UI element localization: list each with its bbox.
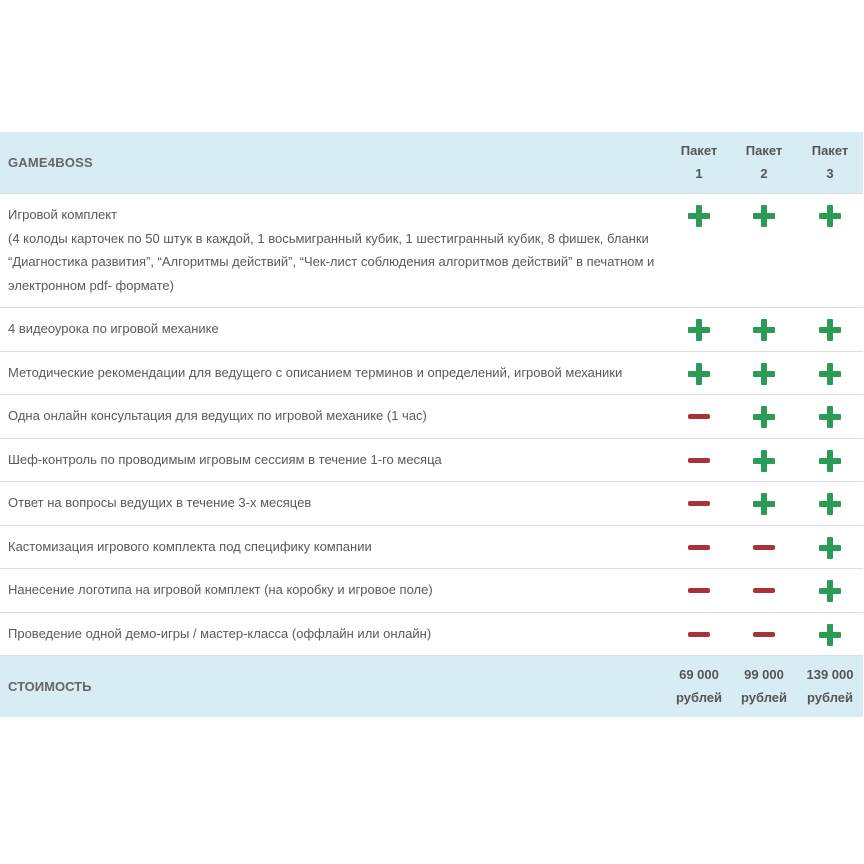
plus-icon: [819, 537, 841, 559]
brand-cell: [0, 132, 667, 194]
table-row: [0, 612, 863, 656]
table-footer: [0, 656, 863, 718]
table-row: [0, 351, 863, 395]
minus-icon: [753, 632, 775, 637]
feature-description: [0, 482, 667, 526]
table-header: [0, 132, 863, 194]
feature-description: [0, 194, 667, 308]
plus-icon: [819, 406, 841, 428]
package-3-cell: [797, 308, 863, 352]
feature-title: Игровой комплект: [8, 207, 118, 222]
package-2-cell: [731, 438, 797, 482]
package-1-cell: [667, 351, 731, 395]
package-header-1: Пакет 1: [667, 132, 731, 194]
feature-description: [0, 525, 667, 569]
package-3-cell: [797, 612, 863, 656]
feature-title: Одна онлайн консультация для ведущих по игровой механике (1 час): [8, 408, 427, 423]
plus-icon: [819, 205, 841, 227]
feature-title: Проведение одной демо-игры / мастер-класса (оффлайн или онлайн): [8, 625, 432, 641]
minus-icon: [753, 545, 775, 550]
table-row: [0, 395, 863, 439]
table-row: [0, 482, 863, 526]
plus-icon: [819, 363, 841, 385]
feature-description: [0, 438, 667, 482]
minus-icon: [688, 458, 710, 463]
table-row: [0, 438, 863, 482]
plus-icon: [688, 363, 710, 385]
package-1-cell: [667, 612, 731, 656]
plus-icon: [753, 319, 775, 341]
package-2-cell: [731, 308, 797, 352]
package-1-cell: [667, 194, 731, 308]
package-3-cell: [797, 569, 863, 613]
minus-icon: [753, 588, 775, 593]
plus-icon: [753, 450, 775, 472]
price-currency: рублей: [806, 690, 853, 705]
feature-description: [0, 351, 667, 395]
plus-icon: [753, 406, 775, 428]
plus-icon: [819, 493, 841, 515]
package-1-cell: [667, 395, 731, 439]
plus-icon: [753, 493, 775, 515]
package-1-cell: [667, 482, 731, 526]
package-3-cell: [797, 525, 863, 569]
package-2-cell: [731, 569, 797, 613]
cost-label: СТОИМОСТЬ: [8, 679, 92, 694]
minus-icon: [688, 545, 710, 550]
plus-icon: [819, 580, 841, 602]
plus-icon: [753, 363, 775, 385]
feature-title: Шеф-контроль по проводимым игровым сессиям в течение 1-го месяца: [8, 451, 442, 467]
table-row: [0, 569, 863, 613]
package-header-3: Пакет 3: [797, 132, 863, 194]
plus-icon: [819, 319, 841, 341]
package-2-cell: [731, 194, 797, 308]
feature-title: Методические рекомендации для ведущего с описанием терминов и определений, игровой механики: [8, 364, 623, 380]
feature-title: Кастомизация игрового комплекта под специфику компании: [8, 538, 372, 554]
package-1-price: [667, 656, 731, 718]
package-2-cell: [731, 612, 797, 656]
plus-icon: [819, 450, 841, 472]
feature-description: [0, 308, 667, 352]
feature-title: 4 видеоурока по игровой механике: [8, 321, 219, 336]
price-amount: 99 000: [744, 667, 784, 682]
minus-icon: [688, 588, 710, 593]
table-row: [0, 308, 863, 352]
minus-icon: [688, 632, 710, 637]
cost-cell: [0, 656, 667, 718]
package-3-cell: [797, 438, 863, 482]
package-2-price: [731, 656, 797, 718]
package-1-cell: [667, 569, 731, 613]
brand-title: GAME4BOSS: [8, 155, 93, 170]
table-row: [0, 194, 863, 308]
feature-title: Нанесение логотипа на игровой комплект (на коробку и игровое поле): [8, 582, 433, 597]
feature-description: [0, 569, 667, 613]
feature-details: (4 колоды карточек по 50 штук в каждой, 1 восьмигранный кубик, 1 шестигранный кубик, 8 фишек, бланки “Диагностика развития”, “Алгоритмы действий”, “Чек-лист соблюдения алгоритмов действий” в печатном и электронном pdf- формате): [8, 230, 655, 293]
package-3-price: [797, 656, 863, 718]
pricing-table: [0, 132, 863, 717]
table-row: [0, 525, 863, 569]
package-3-cell: [797, 194, 863, 308]
price-currency: рублей: [740, 690, 787, 705]
package-2-cell: [731, 525, 797, 569]
package-3-cell: [797, 482, 863, 526]
minus-icon: [688, 501, 710, 506]
package-1-cell: [667, 525, 731, 569]
price-currency: рублей: [675, 690, 722, 705]
package-3-cell: [797, 351, 863, 395]
feature-description: [0, 395, 667, 439]
package-2-cell: [731, 482, 797, 526]
package-2-cell: [731, 395, 797, 439]
plus-icon: [753, 205, 775, 227]
price-amount: 69 000: [679, 667, 719, 682]
plus-icon: [688, 319, 710, 341]
package-1-cell: [667, 438, 731, 482]
plus-icon: [819, 624, 841, 646]
plus-icon: [688, 205, 710, 227]
feature-title: Ответ на вопросы ведущих в течение 3-х месяцев: [8, 495, 312, 510]
minus-icon: [688, 414, 710, 419]
package-header-2: Пакет 2: [731, 132, 797, 194]
feature-description: [0, 612, 667, 656]
package-2-cell: [731, 351, 797, 395]
package-3-cell: [797, 395, 863, 439]
price-amount: 139 000: [806, 667, 854, 682]
package-1-cell: [667, 308, 731, 352]
